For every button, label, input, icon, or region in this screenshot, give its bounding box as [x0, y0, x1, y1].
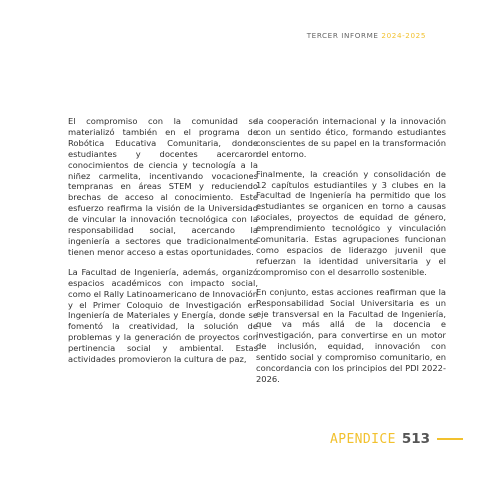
paragraph-robotics: El compromiso con la comunidad se materializó también en el programa de Robótica Educativa Comunitaria, donde estudiantes y docentes acercaron conocimientos de ciencia y tecnología a la niñez carmelita, incentivando vocaciones tempranas en áreas STEM y reduciendo brechas de acceso al conocimiento. Este esfuerzo reafirma la visión de la Universidad de vincular la innovación tecnológica con la responsabilidad social, acercando la ingeniería a sectores que tradicionalmente tienen menor acceso a estas oportunidades.	[68, 116, 258, 257]
running-header	[307, 31, 426, 40]
paragraph-cooperation: la cooperación internacional y la innovación con un sentido ético, formando estudiantes conscientes de su papel en la transformación del entorno.	[256, 116, 446, 159]
paragraph-student-chapters: Finalmente, la creación y consolidación de 12 capítulos estudiantiles y 3 clubes en la Facultad de Ingeniería ha permitido que los estudiantes se organicen en torno a causas sociales, proyectos de equidad de género, emprendimiento tecnológico y vinculación comunitaria. Estas agrupaciones funcionan como espacios de liderazgo juvenil que refuerzan la identidad universitaria y el compromiso con el desarrollo sostenible.	[256, 168, 446, 277]
right-text-column	[256, 116, 446, 394]
page-footer	[330, 431, 463, 447]
footer-rule	[437, 438, 463, 440]
paragraph-academic-spaces: La Facultad de Ingeniería, además, organizó espacios académicos con impacto social, como el Rally Latinoamericano de Innovación y el Primer Coloquio de Investigación en Ingeniería de Materiales y Energía, donde se fomentó la creatividad, la solución de problemas y la generación de proyectos con pertinencia social y ambiental. Estas actividades promovieron la cultura de paz,	[68, 266, 258, 365]
section-label: APENDICE	[330, 431, 396, 447]
page-number: 513	[401, 431, 431, 447]
report-years: 2024-2025	[381, 31, 426, 40]
running-title: TERCER INFORME	[306, 31, 379, 40]
left-text-column	[68, 116, 258, 374]
paragraph-conclusion: En conjunto, estas acciones reafirman que la Responsabilidad Social Universitaria es un eje transversal en la Facultad de Ingeniería, que va más allá de la docencia e investigación, para convertirse en un motor de inclusión, equidad, innovación con sentido social y compromiso comunitario, en concordancia con los principios del PDI 2022-2026.	[256, 286, 446, 384]
